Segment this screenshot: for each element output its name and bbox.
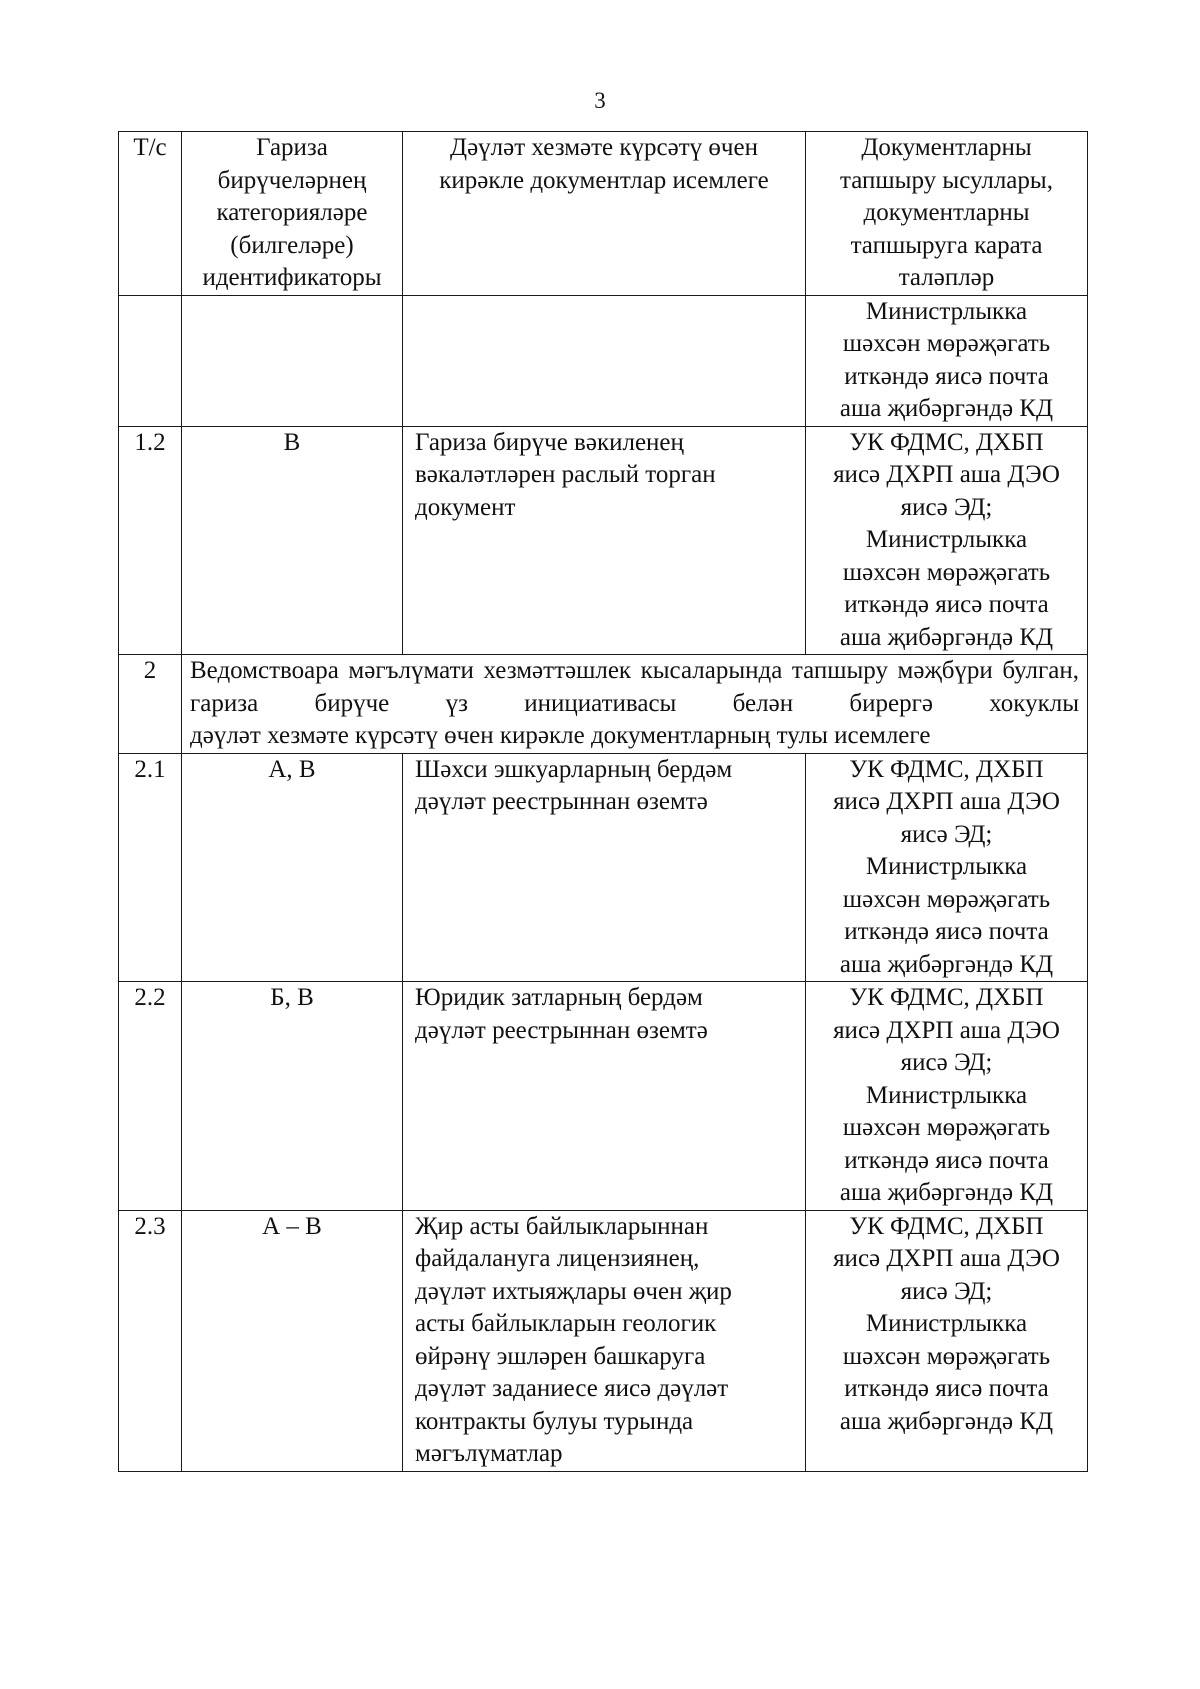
- cell-number: 2.3: [119, 1210, 182, 1471]
- cell-methods: УК ФДМС, ДХБП яисә ДХРП аша ДЭО яисә ЭД; Министрлыкка шәхсән мөрәҗәгать иткәндә яисә почта аша җибәргәндә КД: [806, 753, 1088, 982]
- cell-category: А – В: [182, 1210, 403, 1471]
- cell-number: 1.2: [119, 426, 182, 655]
- table-row: [119, 1210, 1088, 1471]
- cell-methods: Министрлыкка шәхсән мөрәҗәгать иткәндә яисә почта аша җибәргәндә КД: [806, 295, 1088, 426]
- cell-category: В: [182, 426, 403, 655]
- cell-documents: Юридик затларның бердәм дәүләт реестрыннан өземтә: [403, 982, 806, 1211]
- table-row: [119, 426, 1088, 655]
- cell-number: [119, 295, 182, 426]
- table-header-row: [119, 132, 1088, 296]
- header-documents: Дәүләт хезмәте күрсәтү өчен кирәкле документлар исемлеге: [403, 132, 806, 296]
- table-row: [119, 655, 1088, 754]
- cell-documents: [403, 295, 806, 426]
- cell-category: Б, В: [182, 982, 403, 1211]
- documents-table: [118, 131, 1088, 1472]
- cell-documents: Гариза бирүче вәкиленең вәкаләтләрен раслый торган документ: [403, 426, 806, 655]
- cell-number: 2: [119, 655, 182, 754]
- cell-number: 2.2: [119, 982, 182, 1211]
- section-heading-cell: [182, 655, 1088, 754]
- page-number: 3: [594, 88, 606, 113]
- table-row: [119, 295, 1088, 426]
- cell-number: 2.1: [119, 753, 182, 982]
- cell-methods: УК ФДМС, ДХБП яисә ДХРП аша ДЭО яисә ЭД; Министрлыкка шәхсән мөрәҗәгать иткәндә яисә почта аша җибәргәндә КД: [806, 426, 1088, 655]
- cell-category: А, В: [182, 753, 403, 982]
- cell-methods: УК ФДМС, ДХБП яисә ДХРП аша ДЭО яисә ЭД; Министрлыкка шәхсән мөрәҗәгать иткәндә яисә почта аша җибәргәндә КД: [806, 1210, 1088, 1471]
- cell-documents: Шәхси эшкуарларның бердәм дәүләт реестрыннан өземтә: [403, 753, 806, 982]
- cell-category: [182, 295, 403, 426]
- table-row: [119, 982, 1088, 1211]
- cell-documents: Җир асты байлыкларыннан файдалануга лицензиянең, дәүләт ихтыяҗлары өчен җир асты байлыкларын геологик өйрәнү эшләрен башкаруга дәүләт заданиесе яисә дәүләт контракты булуы турында мәгълүматлар: [403, 1210, 806, 1471]
- header-number: Т/с: [119, 132, 182, 296]
- header-category: Гариза бирүчеләрнең категорияләре (билгеләре) идентификаторы: [182, 132, 403, 296]
- cell-methods: УК ФДМС, ДХБП яисә ДХРП аша ДЭО яисә ЭД; Министрлыкка шәхсән мөрәҗәгать иткәндә яисә почта аша җибәргәндә КД: [806, 982, 1088, 1211]
- table-row: [119, 753, 1088, 982]
- header-methods: Документларны тапшыру ысуллары, документларны тапшыруга карата таләпләр: [806, 132, 1088, 296]
- section-heading-text: Ведомствоара мәгълүмати хезмәттәшлек кысаларында тапшыру мәҗбүри булган, гариза бирүче үз инициативасы белән бирергә хокуклы: [190, 657, 1079, 717]
- section-heading-last-line: дәүләт хезмәте күрсәтү өчен кирәкле документларның тулы исемлеге: [190, 722, 931, 749]
